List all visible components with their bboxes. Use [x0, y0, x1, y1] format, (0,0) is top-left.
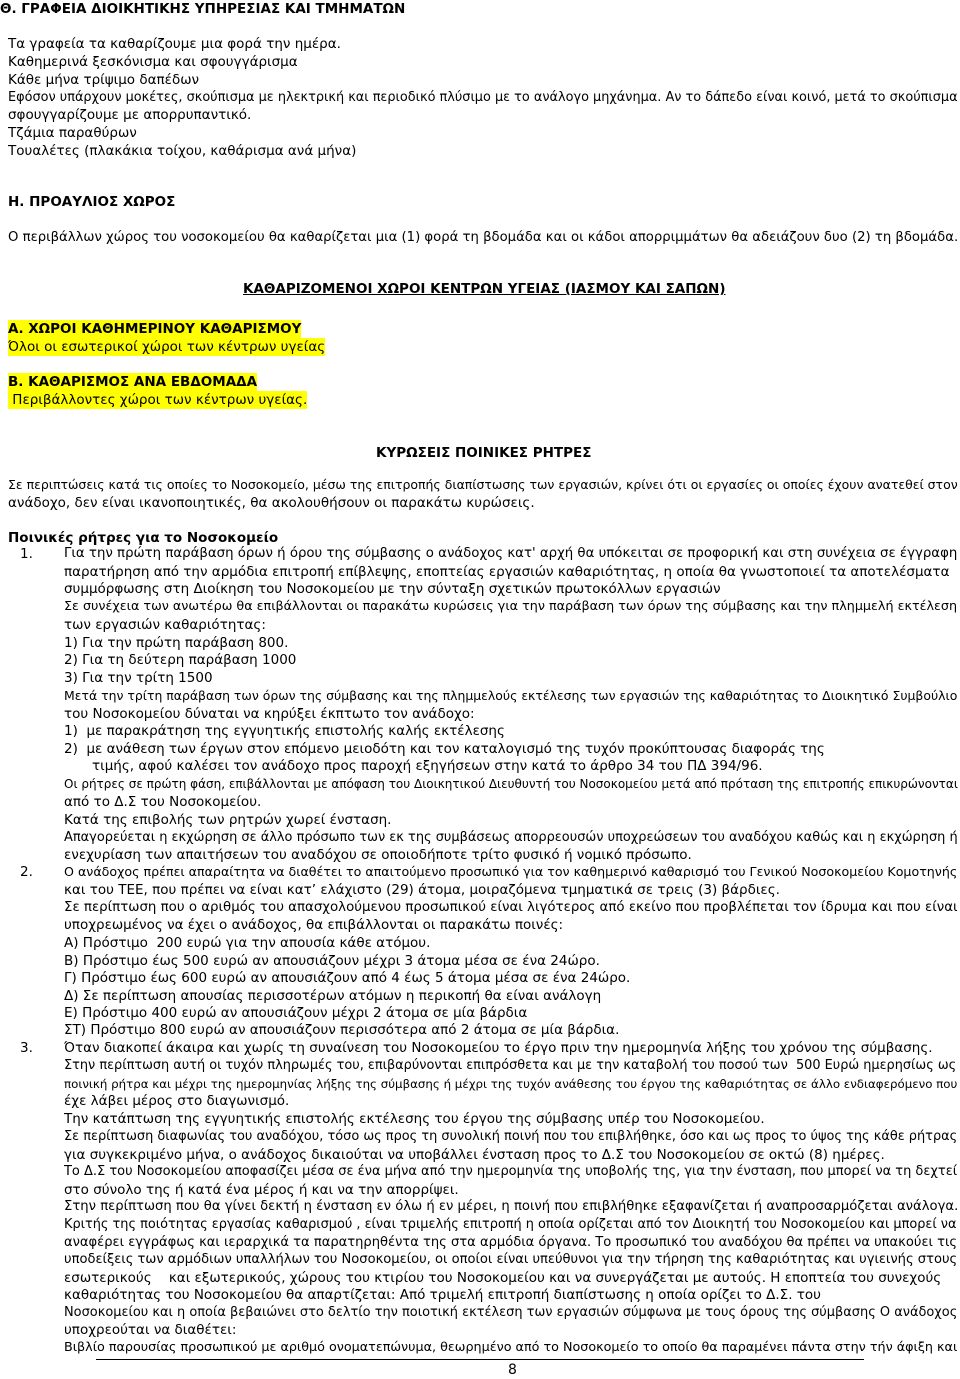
body-line: Β) Πρόστιμο έως 500 ευρώ αν απουσιάζουν μέχρι 3 άτομα μέσα σε ένα 24ώρο. [64, 953, 600, 969]
body-line: 3) Για την τρίτη 1500 [64, 670, 213, 686]
body-line: ενεχυρίαση των απαιτήσεων του αναδόχου σε οποιοδήποτε τρίτο φυσικό ή νομικό πρόσωπο. [64, 847, 692, 863]
body-line: αναφέρει εγγράφως και ιεραρχικά τα παρατηρηθέντα της στα αρμόδια όργανα. Το προσωπικό του αναδόχου θα πρέπει να υπακούει τις [64, 1235, 958, 1250]
body-line: Ο ανάδοχος πρέπει απαραίτητα να διαθέτει το απαιτούμενο προσωπικό για τον καθημερινό καθαρισμό του Γενικού Νοσοκομείου Κομοτηνής [64, 864, 958, 879]
body-line: ποινική ρήτρα και μέχρι της ημερομηνίας λήξης της σύμβασης ή μέχρι της τυχόν ανάθεσης του έργου της καθαριότητας σε άλλο ενδιαφερόμενο που [64, 1077, 958, 1091]
body-line: των εργασιών καθαριότητας: [64, 617, 266, 633]
body-line: τιμής, αφού καλέσει τον ανάδοχο προς παροχή εξηγήσεων στην κατά το άρθρο 34 του ΠΔ 394/96. [92, 758, 763, 774]
page-number: 8 [508, 1362, 517, 1378]
body-line: Όταν διακοπεί άκαιρα και χωρίς τη συναίνεση του Νοσοκομείου το έργο πριν την ημερομηνία λήξης του χρόνου της σύμβασης. [64, 1040, 933, 1056]
body-line: υποδείξεις των αρμόδιων υπαλλήλων του Νοσοκομείου, οι οποίοι είναι υπεύθυνοι για την τήρηση της καθαριότητας και υγιεινής στους [64, 1252, 958, 1267]
body-line: παρατήρηση από την αρμόδια επιτροπή επίβλεψης, εποπτείας εργασιών καθαριότητας, η οποία θα γνωστοποιεί τα αποτελέσματα [64, 564, 950, 580]
body-line: 2) με ανάθεση των έργων στον επόμενο μειοδότη και τον καταλογισμό της τυχόν προκύπτουσας διαφοράς της [64, 741, 825, 757]
body-line: Για την πρώτη παράβαση όρων ή όρου της σύμβασης ο ανάδοχος κατ' αρχή θα υπόκειται σε προφορική και στη συνέχεια σε έγγραφη [64, 546, 958, 561]
body-line: στο σύνολο της ή κατά ένα μέρος ή και να την απορρίψει. [64, 1182, 459, 1198]
body-line: Γ) Πρόστιμο έως 600 ευρώ αν απουσιάζουν από 4 έως 5 άτομα μέσα σε ένα 24ώρο. [64, 970, 631, 986]
body-line: Στην περίπτωση αυτή οι τυχόν πληρωμές του, επιβαρύνονται επιπρόσθετα και με την καταβολή του ποσού των 500 Ευρώ ημερησίως ως [64, 1058, 957, 1073]
theta-line: Τα γραφεία τα καθαρίζουμε μια φορά την ημέρα. [8, 36, 341, 52]
body-line: υποχρεούται να διαθέτει: [64, 1322, 237, 1338]
penalties-intro: Σε περιπτώσεις κατά τις οποίες το Νοσοκομείο, μέσω της επιτροπής διαπίστωσης των εργασιών, κρίνει ότι οι εργασίες οι οποίες έχουν ανατεθεί στον [8, 477, 958, 492]
body-line: Στην περίπτωση που θα γίνει δεκτή η ένσταση εν όλω ή εν μέρει, η ποινή που επιβλήθηκε εξαφανίζεται ή αναπροσαρμόζεται ανάλογα. [64, 1199, 959, 1214]
health-centers-a-text: Όλοι οι εσωτερικοί χώροι των κέντρων υγείας [8, 339, 326, 355]
health-centers-b-text: Περιβάλλοντες χώροι των κέντρων υγείας. [8, 392, 308, 408]
list-number: 1. [20, 546, 33, 562]
body-line: για συγκεκριμένο μήνα, ο ανάδοχος δικαιούται να υποβάλλει ένσταση προς το Δ.Σ του Νοσοκομείου σε οκτώ (8) ημέρες. [64, 1147, 885, 1163]
body-line: ΣΤ) Πρόστιμο 800 ευρώ αν απουσιάζουν περισσότερα από 2 άτομα σε μία βάρδια. [64, 1022, 620, 1038]
body-line: Νοσοκομείου και η οποία βεβαιώνει στο δελτίο την ποιοτική εκτέλεση των εργασιών σύμφωνα με τους όρους της σύμβασης Ο ανάδοχος [64, 1305, 958, 1320]
theta-line: Τουαλέτες (πλακάκια τοίχου, καθάρισμα ανά μήνα) [8, 143, 357, 159]
list-number: 2. [20, 864, 33, 880]
body-line: υποχρεωμένος να έχει ο ανάδοχος, θα επιβάλλονται οι παρακάτω ποινές: [64, 917, 564, 933]
body-line: από το Δ.Σ του Νοσοκομείου. [64, 794, 262, 810]
body-line: Σε περίπτωση που ο αριθμός του απασχολούμενου προσωπικού είναι λιγότερος από εκείνο που προβλέπεται τον ίδρυμα και που είναι [64, 900, 958, 915]
body-line: και του ΤΕΕ, που πρέπει να είναι κατ’ ελάχιστο (29) άτομα, μοιραζόμενα τμηματικά σε τρεις (3) βάρδιες. [64, 882, 780, 898]
section-eta-text: Ο περιβάλλων χώρος του νοσοκομείου θα καθαρίζεται μια (1) φορά τη βδομάδα και οι κάδοι απορριμμάτων θα αδειάζουν δυο (2) τη βδομάδα. [8, 230, 959, 245]
health-centers-b-heading: Β. ΚΑΘΑΡΙΣΜΟΣ ΑΝΑ ΕΒΔΟΜΑΔΑ [8, 374, 258, 390]
list-number: 3. [20, 1040, 33, 1056]
body-line: Σε συνέχεια των ανωτέρω θα επιβάλλονται οι παρακάτω κυρώσεις για την παράβαση των όρων της σύμβασης και την πλημμελή εκτέλεση [64, 599, 958, 614]
body-line: καθαριότητας του Νοσοκομείου θα απαρτίζεται: Από τριμελή επιτροπή διαπίστωσης η οποία ορίζει το Δ.Σ. του [64, 1287, 821, 1303]
body-line: του Νοσοκομείου δύναται να κηρύξει έκπτωτο τον ανάδοχο: [64, 706, 475, 722]
theta-line: σφουγγαρίζουμε με απορρυπαντικό. [8, 107, 252, 123]
penalties-title: ΚΥΡΩΣΕΙΣ ΠΟΙΝΙΚΕΣ ΡΗΤΡΕΣ [376, 445, 592, 461]
body-line: Α) Πρόστιμο 200 ευρώ για την απουσία κάθε ατόμου. [64, 935, 431, 951]
health-centers-title: ΚΑΘΑΡΙΖΟΜΕΝΟΙ ΧΩΡΟΙ ΚΕΝΤΡΩΝ ΥΓΕΙΑΣ (ΙΑΣΜΟΥ ΚΑΙ ΣΑΠΩΝ) [243, 281, 726, 297]
body-line: Οι ρήτρες σε πρώτη φάση, επιβάλλονται με απόφαση του Διοικητικού Διευθυντή του Νοσοκομείου μετά από πρόταση της επιτροπής επικυρώνονται [64, 777, 958, 791]
body-line: Μετά την τρίτη παράβαση των όρων της σύμβασης και της πλημμελούς εκτέλεσης των εργασιών της καθαριότητας το Διοικητικό Συμβούλιο [64, 688, 958, 703]
body-line: Απαγορεύεται η εκχώρηση σε άλλο πρόσωπο των εκ της συμβάσεως απορρεουσών υποχρεώσεων του αναδόχου καθώς και η εκχώρηση ή [64, 830, 958, 845]
section-theta-heading: Θ. ΓΡΑΦΕΙΑ ΔΙΟΙΚΗΤΙΚΗΣ ΥΠΗΡΕΣΙΑΣ ΚΑΙ ΤΜΗΜΑΤΩΝ [0, 1, 406, 17]
body-line: εσωτερικούς και εξωτερικούς, χώρους του κτιρίου του Νοσοκομείου και να συνεργάζεται με αυτούς. Η εποπτεία του συνεχούς [64, 1270, 942, 1286]
body-line: Το Δ.Σ του Νοσοκομείου αποφασίζει μέσα σε ένα μήνα από την ημερομηνία της υποβολής της, για την ένσταση, που μπορεί να τη δεχτεί [64, 1164, 958, 1179]
body-line: 2) Για τη δεύτερη παράβαση 1000 [64, 652, 297, 668]
health-centers-a-heading: Α. ΧΩΡΟΙ ΚΑΘΗΜΕΡΙΝΟΥ ΚΑΘΑΡΙΣΜΟΥ [8, 321, 302, 337]
body-line: Ε) Πρόστιμο 400 ευρώ αν απουσιάζουν μέχρι 2 άτομα σε μία βάρδια [64, 1005, 528, 1021]
body-line: Σε περίπτωση διαφωνίας του αναδόχου, τόσο ως προς τη συνολική ποινή που του επιβλήθηκε, όσο και ως προς το ύψος της κάθε ρήτρας [64, 1129, 958, 1144]
body-line: Κριτής της ποιότητας εργασίας καθαρισμού , είναι τριμελής επιτροπή η οποία ορίζεται από τον Διοικητή του Νοσοκομείου και μπορεί να [64, 1217, 957, 1232]
penalties-subheading: Ποινικές ρήτρες για το Νοσοκομείο [8, 530, 279, 546]
body-line: Την κατάπτωση της εγγυητικής επιστολής εκτέλεσης του έργου της σύμβασης υπέρ του Νοσοκομείου. [64, 1111, 765, 1127]
footer-rule [96, 1359, 864, 1360]
body-line: έχε λάβει μέρος στο διαγωνισμό. [64, 1093, 290, 1109]
theta-line: Εφόσον υπάρχουν μοκέτες, σκούπισμα με ηλεκτρική και περιοδικό πλύσιμο με το ανάλογο μηχάνημα. Αν το δάπεδο είναι κοινό, μετά το σκούπισμα [8, 90, 958, 105]
body-line: Κατά της επιβολής των ρητρών χωρεί ένσταση. [64, 812, 392, 828]
body-line: 1) Για την πρώτη παράβαση 800. [64, 635, 289, 651]
body-line: 1) με παρακράτηση της εγγυητικής επιστολής καλής εκτέλεσης [64, 723, 505, 739]
body-line: Βιβλίο παρουσίας προσωπικού με αριθμό ονοματεπώνυμα, θεωρημένο από το Νοσοκομείο το οποίο θα παραμένει πάντα στην τήν άφιξη και [64, 1340, 958, 1355]
penalties-intro: ανάδοχο, δεν είναι ικανοποιητικές, θα ακολουθήσουν οι παρακάτω κυρώσεις. [8, 495, 535, 511]
body-line: Δ) Σε περίπτωση απουσίας περισσοτέρων ατόμων η περικοπή θα είναι ανάλογη [64, 988, 602, 1004]
section-eta-heading: Η. ΠΡΟΑΥΛΙΟΣ ΧΩΡΟΣ [8, 194, 176, 210]
theta-line: Τζάμια παραθύρων [8, 125, 137, 141]
body-line: συμμόρφωσης στη Διοίκηση του Νοσοκομείου με την σύνταξη σχετικών πρωτοκόλλων εργασιών [64, 581, 721, 597]
theta-line: Κάθε μήνα τρίψιμο δαπέδων [8, 72, 200, 88]
theta-line: Καθημερινά ξεσκόνισμα και σφουγγάρισμα [8, 54, 298, 70]
